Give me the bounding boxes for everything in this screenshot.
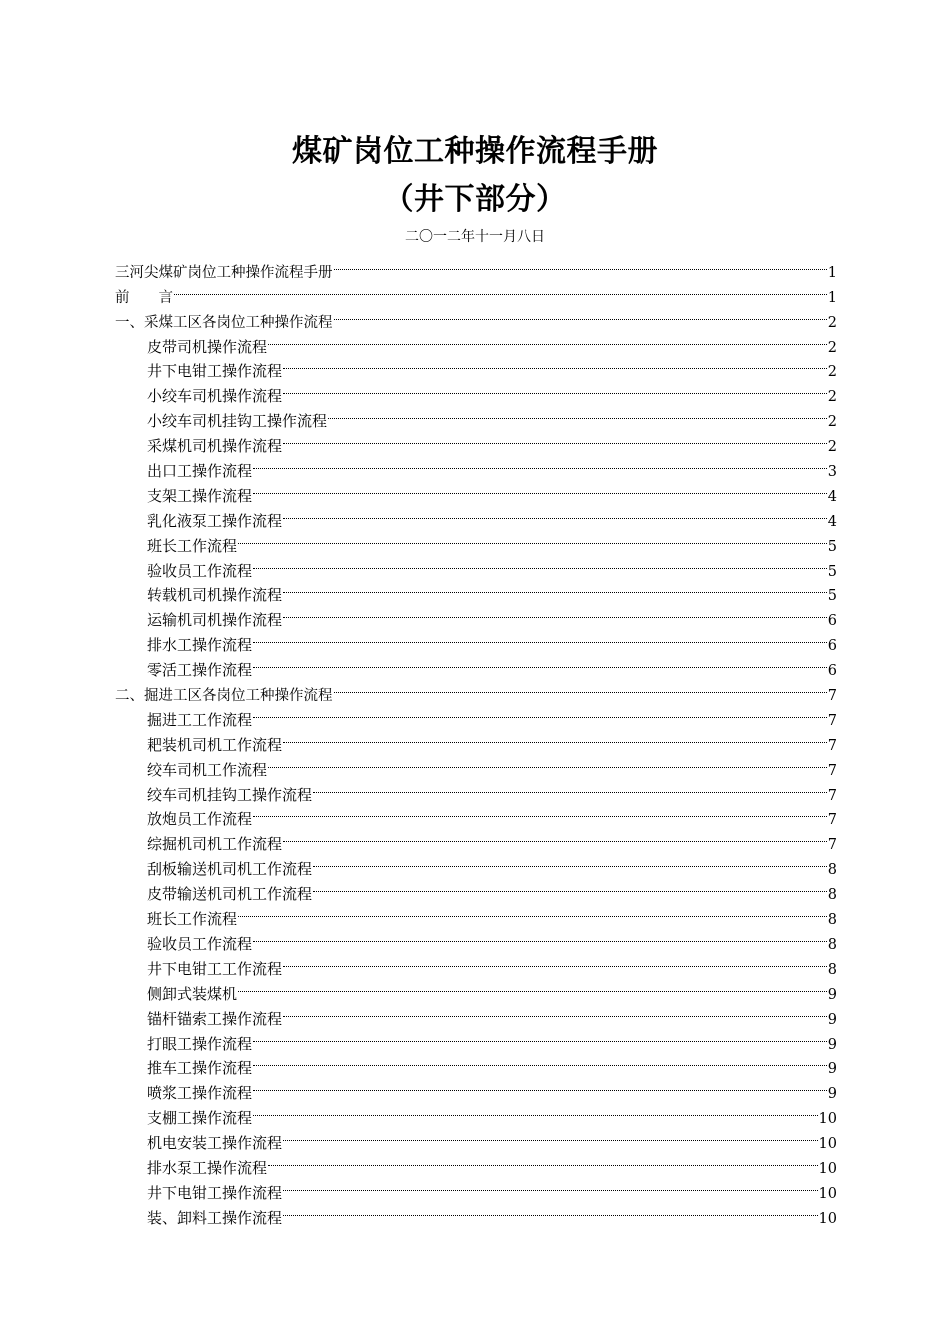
toc-entry-label: 绞车司机工作流程: [147, 760, 268, 779]
toc-page-number: 6: [827, 638, 837, 655]
toc-dot-leader: [253, 551, 827, 576]
toc-dot-leader: [253, 1098, 818, 1123]
toc-entry-label: 小绞车司机操作流程: [147, 387, 283, 406]
toc-section-entry[interactable]: [115, 252, 837, 281]
toc-dot-leader: [283, 376, 827, 401]
toc-entry-label: 零活工操作流程: [147, 661, 253, 680]
toc-entry-label: 小绞车司机挂钩工操作流程: [147, 412, 328, 431]
toc-entry-label: 支棚工操作流程: [147, 1109, 253, 1128]
toc-dot-leader: [283, 426, 827, 451]
toc-entry-label: 乳化液泵工操作流程: [147, 511, 283, 530]
toc-entry-label: 井下电钳工工作流程: [147, 959, 283, 978]
toc-page-number: 10: [818, 1210, 837, 1227]
toc-entry-label: 一、采煤工区各岗位工种操作流程: [115, 314, 333, 331]
toc-page-number: 8: [827, 936, 837, 953]
toc-page-number: 6: [827, 613, 837, 630]
toc-page-number: 8: [827, 912, 837, 929]
toc-entry-label: 掘进工工作流程: [147, 710, 253, 729]
toc-dot-leader: [313, 874, 827, 899]
toc-dot-leader: [334, 302, 827, 327]
document-subtitle: （井下部分）: [383, 182, 567, 217]
toc-entry-label: 井下电钳工操作流程: [147, 362, 283, 381]
toc-page-number: 10: [818, 1160, 837, 1177]
toc-entry-label: 排水泵工操作流程: [147, 1158, 268, 1177]
toc-page-number: 8: [827, 961, 837, 978]
toc-page-number: 9: [827, 1061, 837, 1078]
toc-entry-label: 刮板输送机司机工作流程: [147, 860, 313, 879]
toc-dot-leader: [283, 576, 827, 601]
toc-entry-label: 皮带司机操作流程: [147, 337, 268, 356]
toc-section-entry[interactable]: [115, 302, 837, 331]
toc-page-number: 10: [818, 1111, 837, 1128]
document-title: 煤矿岗位工种操作流程手册: [292, 134, 658, 169]
toc-dot-leader: [253, 451, 827, 476]
toc-page-number: 5: [827, 588, 837, 605]
toc-page-number: 1: [827, 264, 837, 281]
toc-page-number: 2: [827, 439, 837, 456]
toc-page-number: 7: [827, 762, 837, 779]
toc-dot-leader: [238, 526, 827, 551]
toc-entry-label: 转载机司机操作流程: [147, 586, 283, 605]
toc-entry-label: 耙装机司机工作流程: [147, 735, 283, 754]
toc-dot-leader: [334, 675, 827, 700]
toc-dot-leader: [253, 1024, 827, 1049]
toc-dot-leader: [253, 625, 827, 650]
toc-dot-leader: [268, 750, 827, 775]
toc-entry-label: 皮带输送机司机工作流程: [147, 885, 313, 904]
toc-entry-label: 班长工作流程: [147, 910, 238, 929]
toc-entry-label: 喷浆工操作流程: [147, 1084, 253, 1103]
toc-entry-label: 采煤机司机操作流程: [147, 437, 283, 456]
toc-entry-label: 锚杆锚索工操作流程: [147, 1009, 283, 1028]
toc-dot-leader: [313, 849, 827, 874]
toc-dot-leader: [283, 949, 827, 974]
toc-page-number: 4: [827, 488, 837, 505]
toc-dot-leader: [253, 924, 827, 949]
toc-page-number: 9: [827, 986, 837, 1003]
toc-dot-leader: [283, 999, 827, 1024]
toc-entry-label: 推车工操作流程: [147, 1059, 253, 1078]
toc-dot-leader: [283, 1173, 818, 1198]
toc-page-number: 2: [827, 339, 837, 356]
toc-page-number: 7: [827, 837, 837, 854]
toc-entry-label: 侧卸式装煤机: [147, 984, 238, 1003]
toc-dot-leader: [268, 327, 827, 352]
toc-entry-label: 排水工操作流程: [147, 636, 253, 655]
toc-dot-leader: [283, 725, 827, 750]
toc-dot-leader: [253, 1073, 827, 1098]
toc-entry-label: 前 言: [115, 289, 173, 306]
toc-entry-label: 验收员工作流程: [147, 934, 253, 953]
toc-page-number: 7: [827, 812, 837, 829]
toc-entry-label: 井下电钳工操作流程: [147, 1183, 283, 1202]
toc-page-number: 8: [827, 862, 837, 879]
toc-dot-leader: [283, 824, 827, 849]
toc-page-number: 10: [818, 1185, 837, 1202]
toc-page-number: 2: [827, 364, 837, 381]
toc-page-number: 10: [818, 1136, 837, 1153]
toc-entry-label: 出口工操作流程: [147, 462, 253, 481]
toc-dot-leader: [253, 700, 827, 725]
toc-page-number: 9: [827, 1036, 837, 1053]
toc-dot-leader: [253, 650, 827, 675]
toc-entry-label: 二、掘进工区各岗位工种操作流程: [115, 688, 333, 705]
toc-entry-label: 机电安装工操作流程: [147, 1134, 283, 1153]
toc-page-number: 2: [827, 414, 837, 431]
toc-dot-leader: [334, 252, 827, 277]
toc-dot-leader: [253, 476, 827, 501]
toc-dot-leader: [253, 1049, 827, 1074]
toc-dot-leader: [328, 401, 827, 426]
toc-entry-label: 综掘机司机工作流程: [147, 835, 283, 854]
toc-entry-label: 验收员工作流程: [147, 561, 253, 580]
toc-dot-leader: [238, 974, 827, 999]
toc-entry-label: 支架工操作流程: [147, 486, 253, 505]
toc-dot-leader: [283, 1198, 818, 1223]
toc-dot-leader: [268, 1148, 818, 1173]
toc-dot-leader: [283, 600, 827, 625]
toc-entry-label: 绞车司机挂钩工操作流程: [147, 785, 313, 804]
toc-page-number: 1: [827, 289, 837, 306]
toc-entry-label: 装、卸料工操作流程: [147, 1208, 283, 1227]
toc-section-entry[interactable]: [115, 277, 837, 306]
toc-page-number: 7: [827, 688, 837, 705]
toc-entry-label: 三河尖煤矿岗位工种操作流程手册: [115, 264, 333, 281]
toc-page-number: 5: [827, 538, 837, 555]
toc-entry-label: 放炮员工作流程: [147, 810, 253, 829]
toc-dot-leader: [174, 277, 827, 302]
toc-dot-leader: [283, 352, 827, 377]
table-of-contents: [115, 252, 837, 1227]
document-date: 二〇一二年十一月八日: [405, 229, 545, 245]
toc-page-number: 6: [827, 663, 837, 680]
toc-dot-leader: [238, 899, 827, 924]
toc-dot-leader: [313, 775, 827, 800]
toc-page-number: 9: [827, 1011, 837, 1028]
toc-page-number: 5: [827, 563, 837, 580]
toc-dot-leader: [253, 800, 827, 825]
toc-page-number: 2: [827, 389, 837, 406]
toc-page-number: 4: [827, 513, 837, 530]
toc-dot-leader: [283, 501, 827, 526]
toc-page-number: 8: [827, 887, 837, 904]
toc-page-number: 2: [827, 314, 837, 331]
toc-page-number: 7: [827, 737, 837, 754]
toc-entry-label: 运输机司机操作流程: [147, 611, 283, 630]
toc-page-number: 9: [827, 1086, 837, 1103]
toc-page-number: 7: [827, 787, 837, 804]
toc-entry-label: 打眼工操作流程: [147, 1034, 253, 1053]
toc-page-number: 3: [827, 464, 837, 481]
toc-page-number: 7: [827, 712, 837, 729]
toc-entry-label: 班长工作流程: [147, 536, 238, 555]
toc-dot-leader: [283, 1123, 818, 1148]
